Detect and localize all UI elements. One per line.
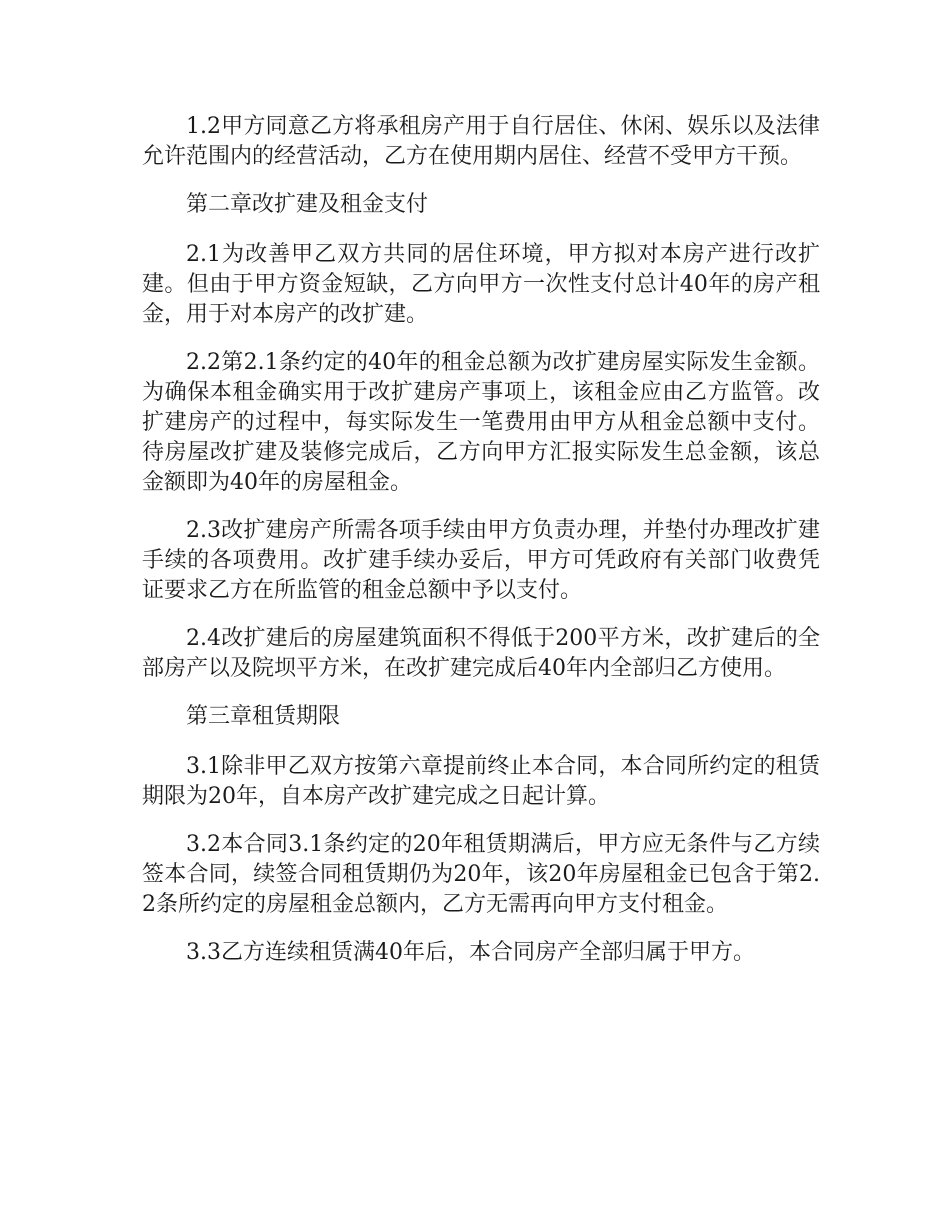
clause-3-2: 3.2本合同3.1条约定的20年租赁期满后，甲方应无条件与乙方续签本合同，续签合同租赁期仍为20年，该20年房屋租金已包含于第2.2条所约定的房屋租金总额内，乙方无需再向甲方支付租金。	[142, 832, 820, 917]
clause-2-2: 2.2第2.1条约定的40年的租金总额为改扩建房屋实际发生金额。为确保本租金确实用于改扩建房产事项上，该租金应由乙方监管。改扩建房产的过程中，每实际发生一笔费用由甲方从租金总额中支付。待房屋改扩建及装修完成后，乙方向甲方汇报实际发生总金额，该总金额即为40年的房屋租金。	[142, 350, 820, 495]
clause-1-2: 1.2甲方同意乙方将承租房产用于自行居住、休闲、娱乐以及法律允许范围内的经营活动，乙方在使用期内居住、经营不受甲方干预。	[142, 114, 820, 169]
clause-3-1: 3.1除非甲乙双方按第六章提前终止本合同，本合同所约定的租赁期限为20年，自本房产改扩建完成之日起计算。	[142, 754, 820, 809]
clause-2-1: 2.1为改善甲乙双方共同的居住环境，甲方拟对本房产进行改扩建。但由于甲方资金短缺，乙方向甲方一次性支付总计40年的房产租金，用于对本房产的改扩建。	[142, 242, 820, 327]
chapter-3-heading: 第三章租赁期限	[186, 704, 341, 729]
clause-2-3: 2.3改扩建房产所需各项手续由甲方负责办理，并垫付办理改扩建手续的各项费用。改扩建手续办妥后，甲方可凭政府有关部门收费凭证要求乙方在所监管的租金总额中予以支付。	[142, 518, 820, 603]
clause-3-3: 3.3乙方连续租赁满40年后，本合同房产全部归属于甲方。	[186, 940, 755, 965]
chapter-2-heading: 第二章改扩建及租金支付	[186, 192, 429, 217]
clause-2-4: 2.4改扩建后的房屋建筑面积不得低于200平方米，改扩建后的全部房产以及院坝平方米，在改扩建完成后40年内全部归乙方使用。	[142, 626, 820, 681]
